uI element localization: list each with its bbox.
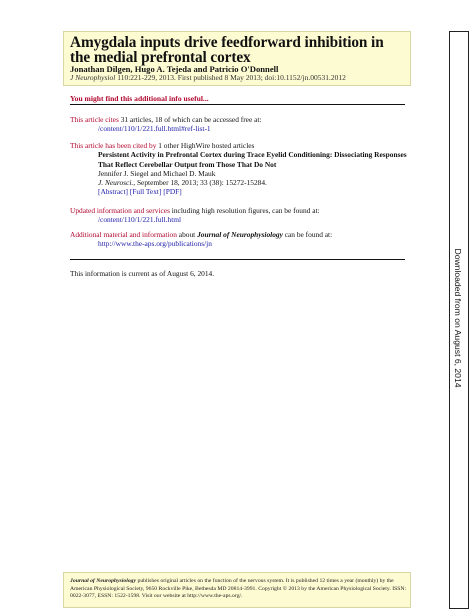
cites-text: 31 articles, 18 of which can be accessed free at:: [118, 115, 262, 124]
full-text-link[interactable]: [Full Text]: [129, 187, 162, 197]
citation-details: 110:221-229, 2013. First published 8 May 2013; doi:10.1152/jn.00531.2012: [115, 73, 346, 82]
journal-footer: [70, 578, 408, 601]
citing-article-authors: Jennifer J. Siegel and Michael D. Mauk: [98, 168, 216, 178]
pdf-link[interactable]: [PDF]: [163, 187, 182, 197]
journal-abbrev: J Neurophysiol: [70, 73, 116, 82]
bottom-divider: [70, 259, 405, 260]
citing-article-journal: J. Neurosci.: [98, 178, 134, 188]
cited-by-label[interactable]: This article has been cited by: [70, 141, 157, 150]
currency-note: This information is current as of August 6, 2014.: [70, 269, 215, 278]
cites-link[interactable]: /content/110/1/221.full.html#ref-list-1: [98, 124, 211, 134]
additional-material-journal: Journal of Neurophysiology: [197, 230, 283, 239]
additional-material-block: [70, 230, 408, 249]
updated-info-text: including high resolution figures, can be found at:: [169, 206, 320, 215]
abstract-link[interactable]: [Abstract]: [98, 187, 128, 197]
citing-article-source: [70, 178, 408, 187]
cites-block: [70, 115, 408, 134]
article-title: Amygdala inputs drive feedforward inhibition in the medial prefrontal cortex: [70, 34, 384, 66]
additional-material-post: can be found at:: [282, 230, 333, 239]
additional-info-heading: You might find this additional info useful...: [70, 94, 209, 103]
footer-text: publishes original articles on the function of the nervous system. It is published 12 times a year (monthly) by the American Physiological Society, 9650 Rockville Pike, Bethesda MD 20814-3991. Copyright © 2013 by the American Physiological Society. ISSN: 0022-3077, ESSN: 1522-1598. Visit our website at http://www.the-aps.org/.: [70, 578, 407, 599]
cited-by-text: 1 other HighWire hosted articles: [156, 141, 255, 150]
footer-journal: Journal of Neurophysiology: [70, 578, 137, 584]
citing-article-links: [70, 187, 408, 196]
article-authors: Jonathan Dilgen, Hugo A. Tejeda and Patricio O'Donnell: [70, 64, 279, 74]
additional-material-link[interactable]: http://www.the-aps.org/publications/jn: [98, 239, 212, 249]
additional-material-pre: about: [176, 230, 198, 239]
citing-article-date: , September 18, 2013; 33 (38): 15272-15284.: [133, 178, 267, 188]
cited-by-block: [70, 141, 408, 197]
citing-article-title: Persistent Activity in Prefrontal Cortex during Trace Eyelid Conditioning: Dissociating Responses That Reflect Cerebellar Output from Those That Do Not: [98, 150, 407, 169]
top-divider: [70, 104, 405, 105]
additional-material-label[interactable]: Additional material and information: [70, 230, 177, 239]
article-citation: [70, 73, 346, 82]
updated-info-label[interactable]: Updated information and services: [70, 206, 170, 215]
download-notice: Downloaded from on August 6, 2014: [453, 248, 463, 388]
updated-info-link[interactable]: /content/110/1/221.full.html: [98, 215, 182, 225]
updated-info-block: [70, 206, 408, 225]
cites-label[interactable]: This article cites: [70, 115, 119, 124]
